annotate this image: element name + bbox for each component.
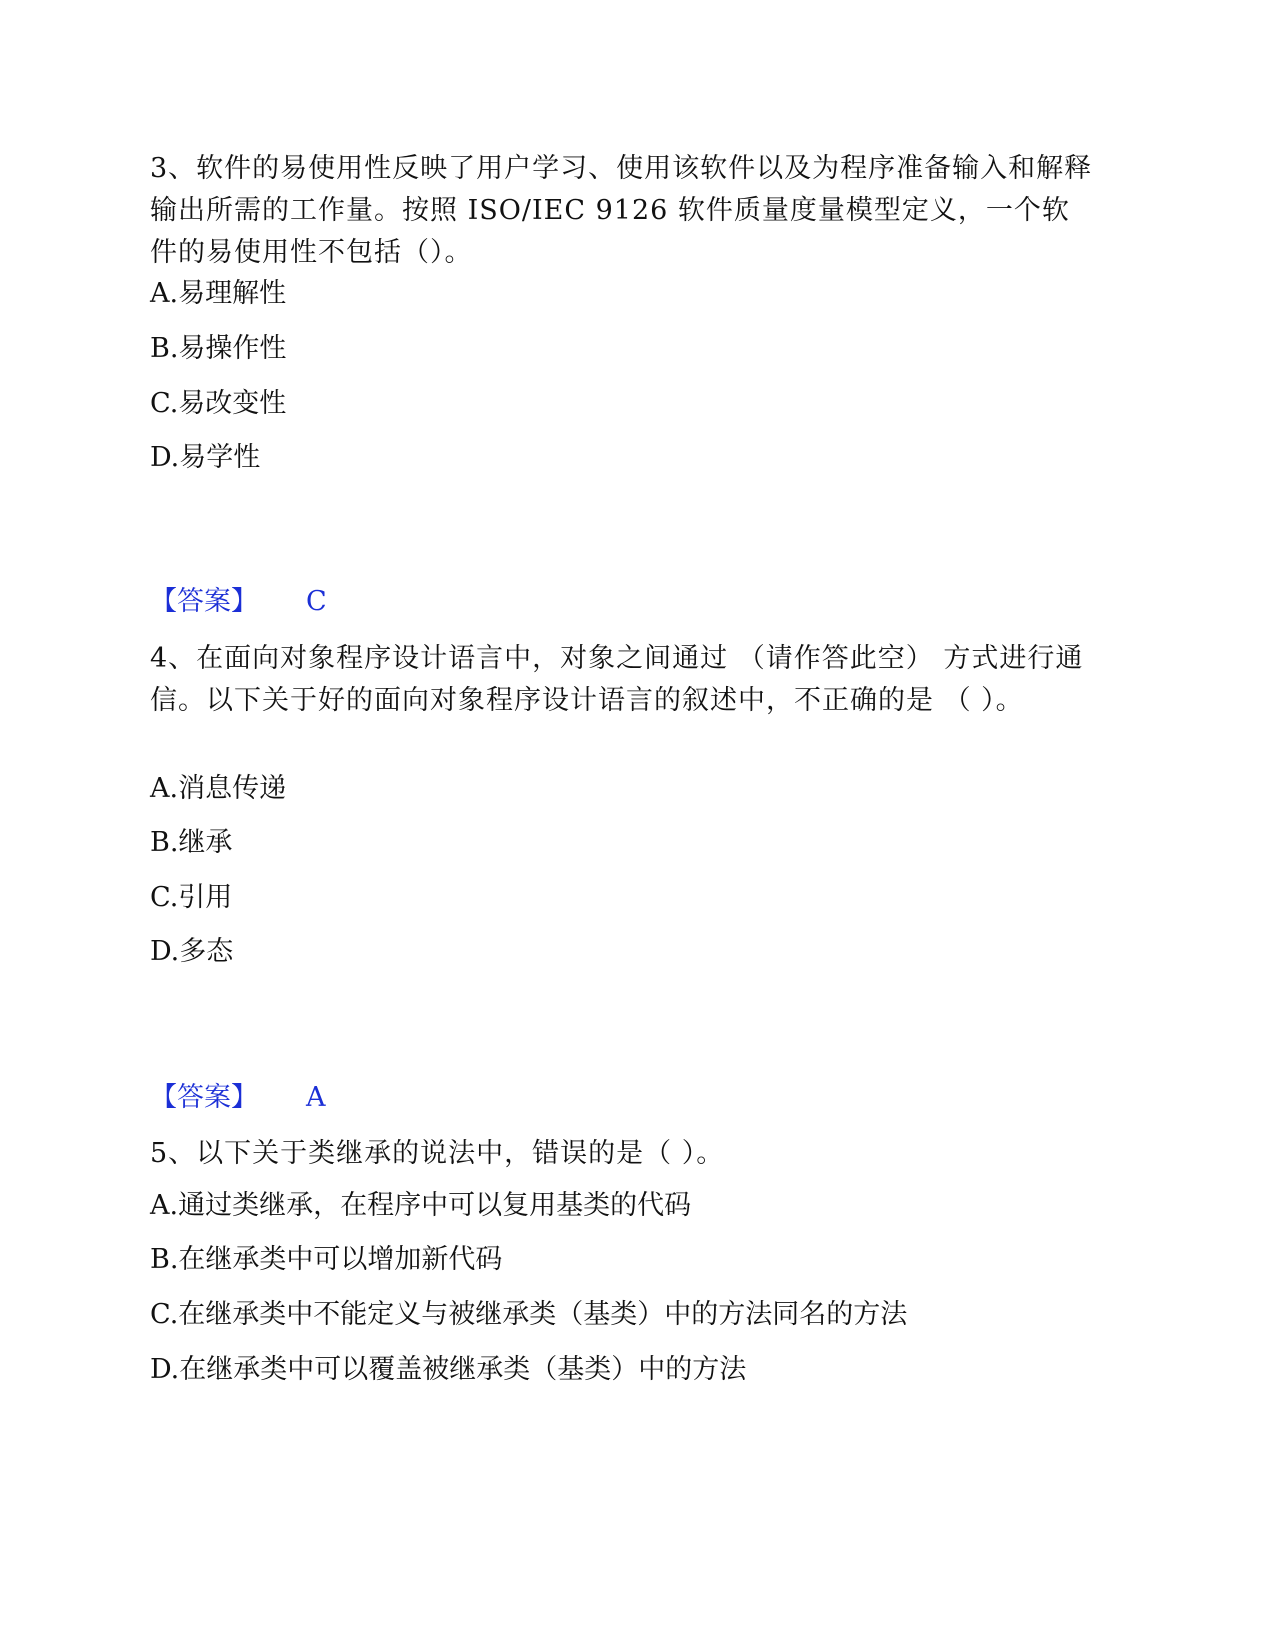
question-5-option-a: A.通过类继承，在程序中可以复用基类的代码 [150, 1190, 692, 1221]
question-3-option-b: B.易操作性 [150, 333, 287, 364]
answer-label: 【答案】 [150, 1082, 258, 1113]
question-3-stem: 3、软件的易使用性反映了用户学习、使用该软件以及为程序准备输入和解释输出所需的工作量。按照 ISO/IEC 9126 软件质量度量模型定义，一个软件的易使用性不包括（）。 [150, 153, 1093, 268]
question-4-stem: 4、在面向对象程序设计语言中，对象之间通过 （请作答此空） 方式进行通信。以下关于好的面向对象程序设计语言的叙述中，不正确的是 （ ）。 [150, 643, 1084, 716]
question-3-option-d: D.易学性 [150, 442, 261, 473]
question-3-answer [150, 584, 327, 620]
question-5-option-b: B.在继承类中可以增加新代码 [150, 1244, 503, 1275]
question-5-option-d: D.在继承类中可以覆盖被继承类（基类）中的方法 [150, 1354, 747, 1385]
question-4-option-a: A.消息传递 [150, 773, 287, 804]
answer-label: 【答案】 [150, 586, 258, 617]
question-5-option-c: C.在继承类中不能定义与被继承类（基类）中的方法同名的方法 [150, 1299, 908, 1330]
question-4-option-b: B.继承 [150, 827, 233, 858]
question-3-option-a: A.易理解性 [150, 278, 287, 309]
question-4-option-c: C.引用 [150, 882, 233, 913]
question-4-option-d: D.多态 [150, 936, 234, 967]
question-3-option-c: C.易改变性 [150, 388, 287, 419]
question-5-stem: 5、以下关于类继承的说法中，错误的是（ ）。 [150, 1138, 725, 1169]
question-4-answer [150, 1080, 326, 1116]
answer-value: A [306, 1082, 326, 1113]
answer-value: C [306, 586, 327, 617]
